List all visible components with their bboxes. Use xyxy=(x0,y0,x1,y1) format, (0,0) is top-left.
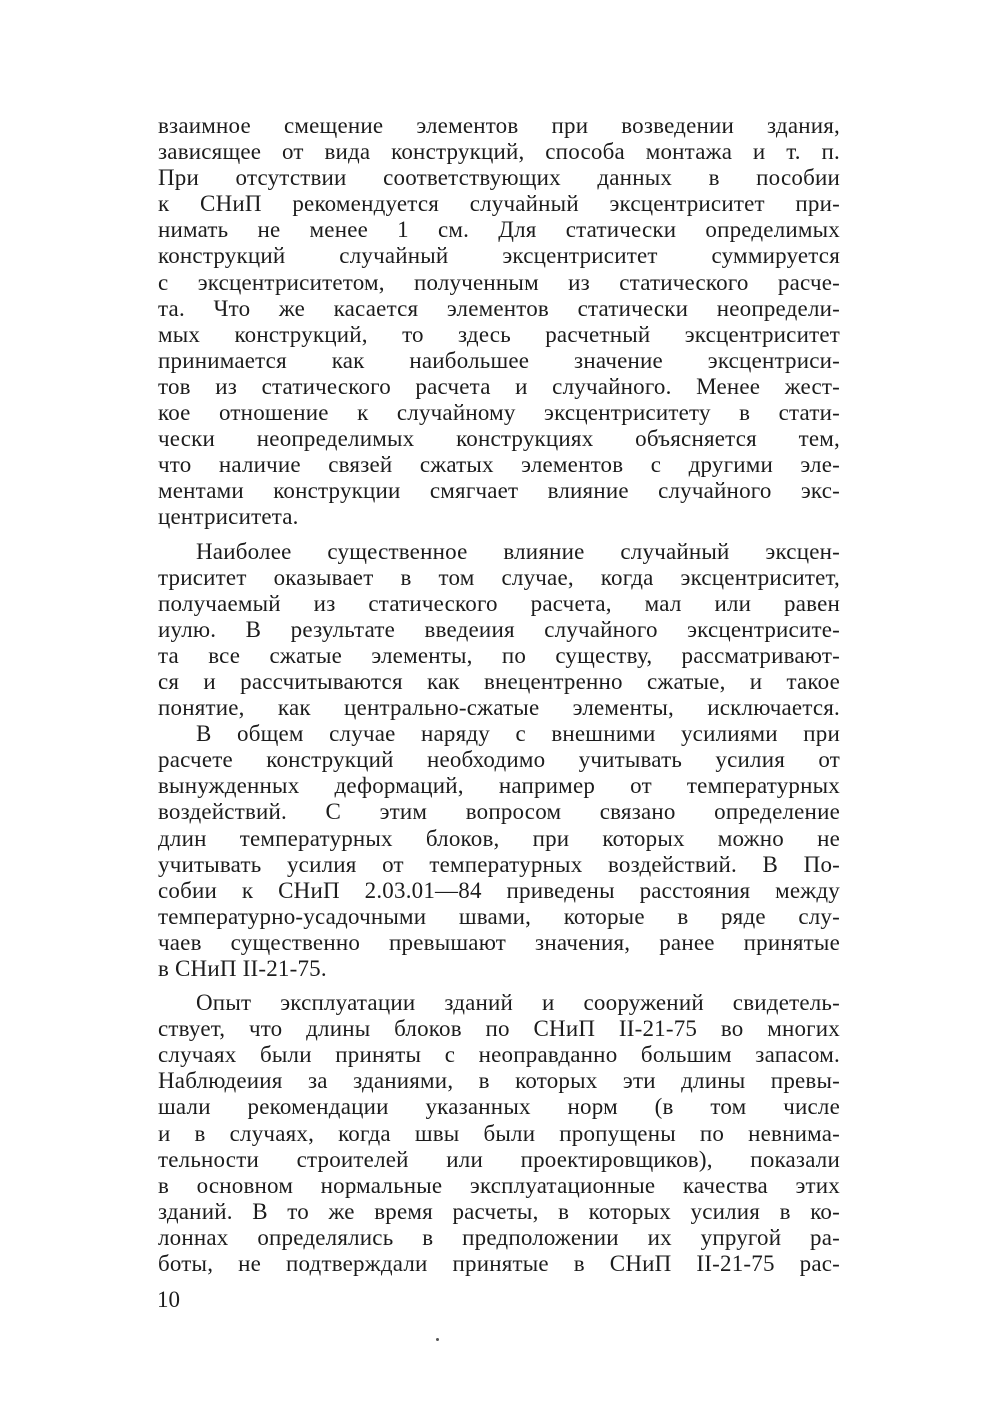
text-line: в основном нормальные эксплуатационные качества этих xyxy=(158,1172,840,1198)
text-line: Наблюдеиия за зданиями, в которых эти длины превы- xyxy=(158,1068,840,1094)
text-line: тельности строителей или проектировщиков), показали xyxy=(158,1146,840,1172)
text-line: вынужденных деформаций, например от температурных xyxy=(158,773,840,799)
text-line: Наиболее существенное влияние случайный эксцен- xyxy=(196,538,840,564)
scan-speck xyxy=(436,1338,439,1341)
text-line: чаев существенно превышают значения, ранее принятые xyxy=(158,929,840,955)
text-line: При отсутствии соответствующих данных в пособии xyxy=(158,165,840,191)
paragraph-4 xyxy=(158,990,840,1277)
text-line: та. Что же касается элементов статически неопредели- xyxy=(158,295,840,321)
text-line: центриситета. xyxy=(158,504,299,530)
text-line: лоннах определялись в предположении их упругой ра- xyxy=(158,1224,840,1250)
text-line: шали рекомендации указанных норм (в том числе xyxy=(158,1094,840,1120)
text-line: ментами конструкции смягчает влияние случайного экс- xyxy=(158,478,840,504)
paragraph-gap xyxy=(158,982,840,990)
text-line: зависящее от вида конструкций, способа монтажа и т. п. xyxy=(158,139,840,165)
text-line: иулю. В результате введеиия случайного эксцентрисите- xyxy=(158,616,840,642)
text-line: боты, не подтверждали принятые в СНиП II-21-75 рас- xyxy=(158,1251,840,1277)
text-line: мых конструкций, то здесь расчетный эксцентриситет xyxy=(158,321,840,347)
text-line: нимать не менее 1 см. Для статически определимых xyxy=(158,217,840,243)
text-line: температурно-усадочными швами, которые в ряде слу- xyxy=(158,903,840,929)
text-line: случаях были приняты с неоправданно большим запасом. xyxy=(158,1042,840,1068)
paragraph-2 xyxy=(158,539,840,722)
text-line: и в случаях, когда швы были пропущены по невнима- xyxy=(158,1120,840,1146)
text-line: расчете конструкций необходимо учитывать усилия от xyxy=(158,747,840,773)
text-line: триситет оказывает в том случае, когда эксцентриситет, xyxy=(158,564,840,590)
text-line: что наличие связей сжатых элементов с другими эле- xyxy=(158,452,840,478)
text-line: воздействий. С этим вопросом связано определение xyxy=(158,799,840,825)
text-line: взаимное смещение элементов при возведении здания, xyxy=(158,113,840,138)
text-line: конструкций случайный эксцентриситет суммируется xyxy=(158,243,840,269)
page-number: 10 xyxy=(157,1287,180,1312)
text-line: получаемый из статического расчета, мал или равен xyxy=(158,590,840,616)
text-line: ся и рассчитываются как внецентренно сжатые, и такое xyxy=(158,668,840,694)
text-line: В общем случае наряду с внешними усилиями при xyxy=(196,721,840,747)
paragraph-1 xyxy=(158,113,840,531)
text-line: длин температурных блоков, при которых можно не xyxy=(158,825,840,851)
text-line: зданий. В то же время расчеты, в которых усилия в ко- xyxy=(158,1198,840,1224)
text-line: принимается как наибольшее значение эксцентриси- xyxy=(158,347,840,373)
text-line: ствует, что длины блоков по СНиП II-21-75 во многих xyxy=(158,1016,840,1042)
text-line: с эксцентриситетом, полученным из статического расче- xyxy=(158,269,840,295)
text-line: к СНиП рекомендуется случайный эксцентриситет при- xyxy=(158,191,840,217)
text-line: в СНиП II-21-75. xyxy=(158,956,327,981)
text-line: тов из статического расчета и случайного. Менее жест- xyxy=(158,373,840,399)
text-line: чески неопределимых конструкциях объясняется тем, xyxy=(158,426,840,452)
text-line: собии к СНиП 2.03.01—84 приведены расстояния между xyxy=(158,877,840,903)
text-line: понятие, как центрально-сжатые элементы, исключается. xyxy=(158,695,840,721)
paragraph-gap xyxy=(158,531,840,539)
body-text xyxy=(158,113,840,1277)
paragraph-3 xyxy=(158,721,840,982)
text-line: Опыт эксплуатации зданий и сооружений свидетель- xyxy=(196,990,840,1016)
text-line: кое отношение к случайному эксцентриситету в стати- xyxy=(158,400,840,426)
text-line: учитывать усилия от температурных воздействий. В По- xyxy=(158,851,840,877)
text-line: та все сжатые элементы, по существу, рассматривают- xyxy=(158,642,840,668)
